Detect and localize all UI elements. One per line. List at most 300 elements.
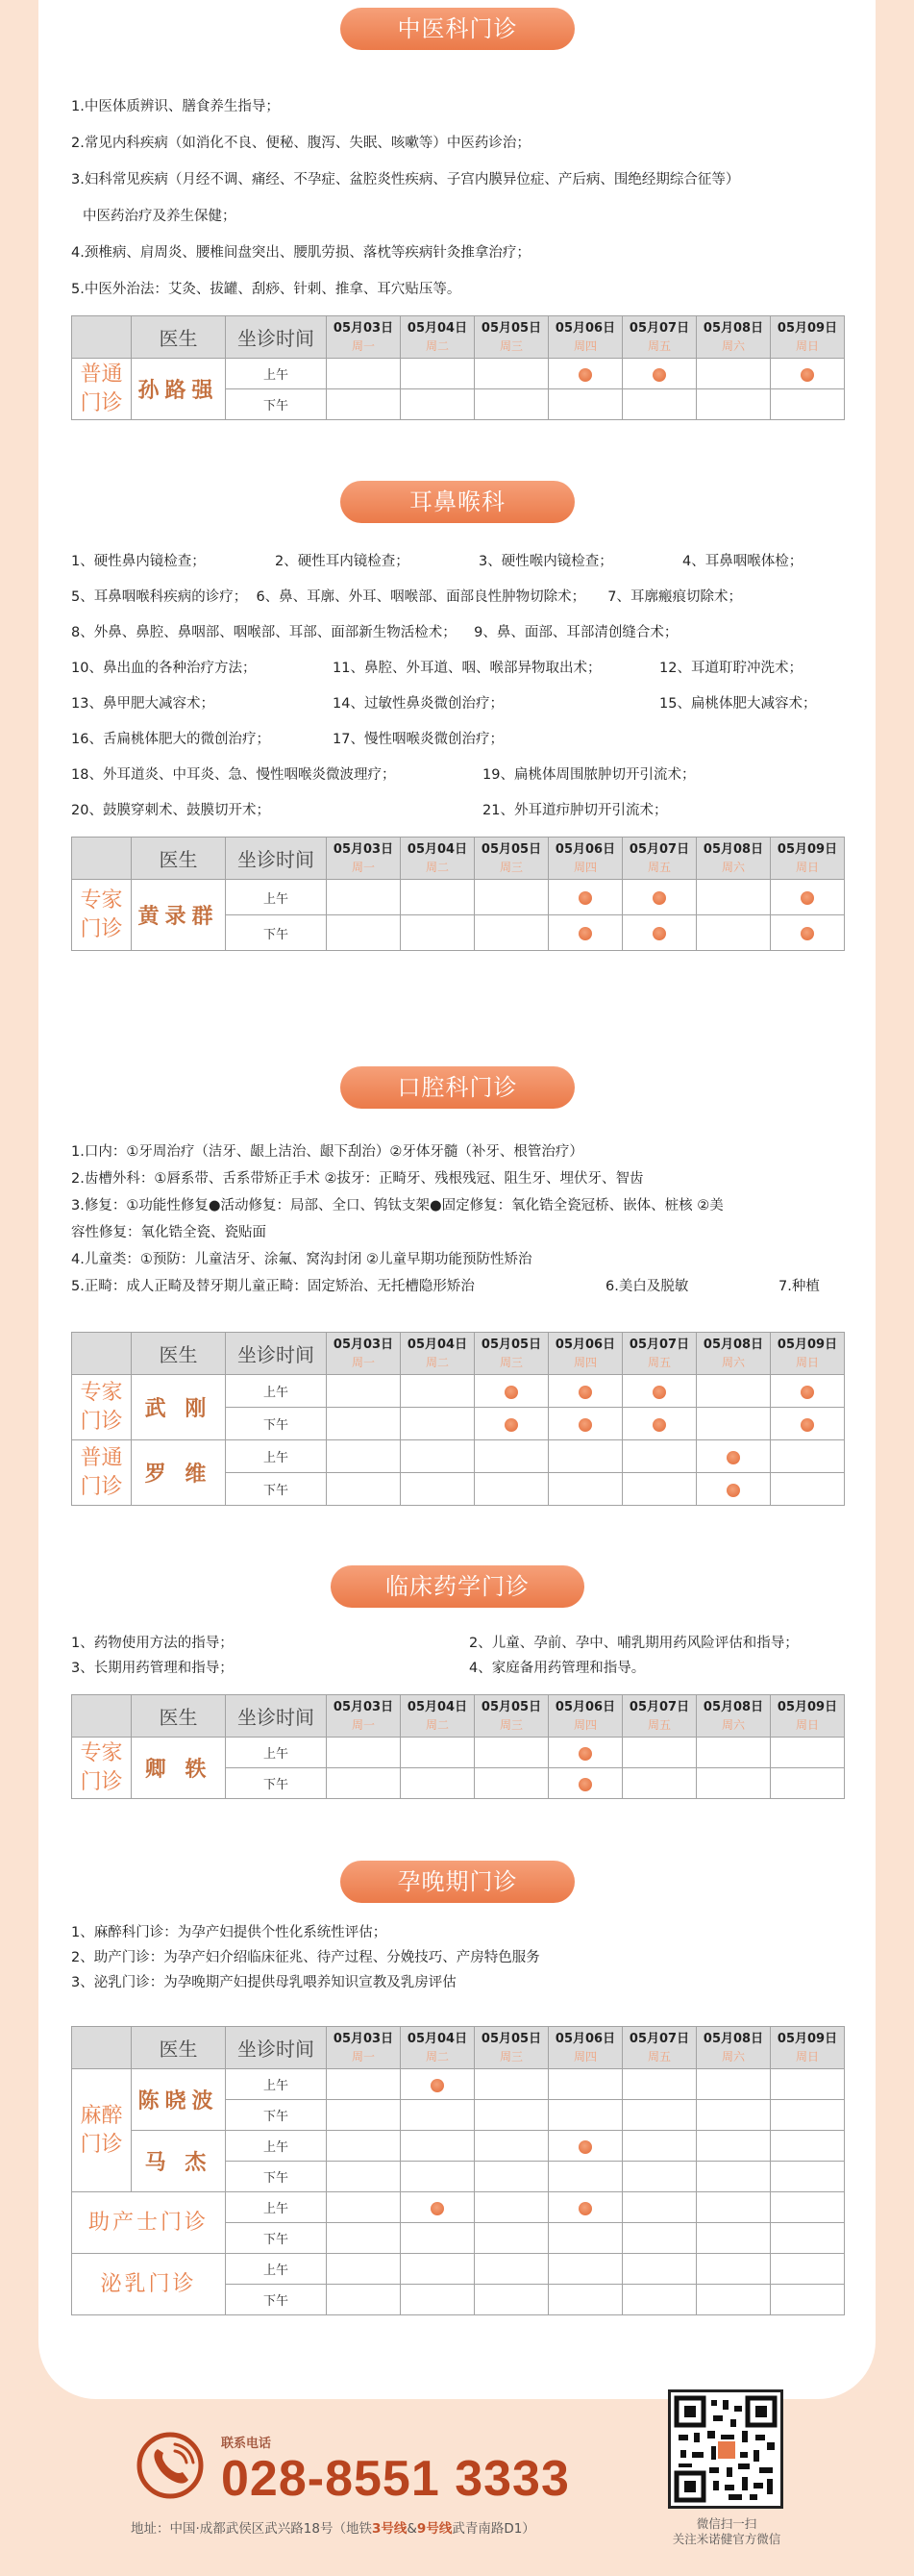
weekday-label: 周四: [573, 860, 597, 874]
list-item: 17、慢性咽喉炎微创治疗；: [333, 732, 504, 747]
date-label: 05月09日: [777, 320, 838, 336]
schedule-cell: [401, 2192, 475, 2223]
schedule-cell: [697, 359, 771, 389]
weekday-label: 周五: [647, 2049, 671, 2063]
schedule-cell: [549, 2162, 623, 2192]
schedule-cell: [401, 1768, 475, 1799]
weekday-label: 周五: [647, 1355, 671, 1369]
date-label: 05月08日: [703, 1337, 764, 1352]
section-title-ent: 耳鼻喉科: [340, 481, 575, 523]
address: [131, 2517, 535, 2537]
schedule-cell: [549, 880, 623, 915]
address-line-9: 9号线: [416, 2521, 453, 2537]
schedule-cell: [623, 2223, 697, 2254]
schedule-cell: [771, 915, 845, 951]
date-label: 05月08日: [703, 841, 764, 857]
list-item: 7、耳廓瘢痕切除术；: [607, 589, 742, 605]
schedule-cell: [549, 1473, 623, 1506]
schedule-cell: [401, 1738, 475, 1768]
qr-caption: [650, 2516, 803, 2547]
date-header: [549, 2027, 623, 2069]
available-dot-icon: [801, 1386, 814, 1399]
category-label: 普通: [80, 362, 123, 387]
schedule-cell: [697, 2192, 771, 2223]
date-header: [623, 1695, 697, 1738]
phone-label: 联系电话: [221, 2437, 272, 2451]
date-header: [771, 1695, 845, 1738]
schedule-cell: [623, 1408, 697, 1440]
service-list-dental: [71, 1138, 859, 1300]
schedule-cell: [697, 2162, 771, 2192]
schedule-cell: [549, 915, 623, 951]
category-label: 助产士门诊: [87, 2210, 209, 2235]
list-item: 2.齿槽外科：①唇系带、舌系带矫正手术 ②拔牙：正畸牙、残根残冠、阻生牙、埋伏牙、智齿: [71, 1171, 644, 1187]
category-label: 门诊: [80, 2132, 123, 2157]
time-slot: 下午: [226, 2223, 327, 2254]
weekday-label: 周二: [425, 1717, 449, 1732]
date-header: [401, 838, 475, 880]
weekday-label: 周一: [351, 338, 375, 353]
weekday-label: 周六: [721, 338, 745, 353]
phone-number[interactable]: 028-8551 3333: [221, 2451, 570, 2507]
list-item: 12、耳道耵聍冲洗术；: [659, 661, 803, 676]
schedule-cell: [697, 880, 771, 915]
schedule-table-ent: [71, 837, 845, 951]
address-line-3: 3号线: [371, 2521, 408, 2537]
schedule-cell: [401, 359, 475, 389]
date-label: 05月07日: [629, 320, 690, 336]
schedule-cell: [549, 1375, 623, 1408]
schedule-cell: [401, 2131, 475, 2162]
weekday-label: 周三: [499, 860, 523, 874]
service-grid-ent-2: [71, 651, 861, 758]
category-cell: [72, 1375, 132, 1440]
address-suffix: 武青南路D1）: [452, 2521, 535, 2537]
time-slot: 上午: [226, 2069, 327, 2100]
weekday-label: 周六: [721, 1717, 745, 1732]
doctor-name: 武 刚: [132, 1375, 226, 1440]
schedule-cell: [697, 2223, 771, 2254]
list-item: 5.正畸：成人正畸及替牙期儿童正畸：固定矫治、无托槽隐形矫治: [71, 1279, 475, 1294]
address-amp: &: [407, 2521, 417, 2537]
schedule-cell: [623, 1440, 697, 1473]
list-row: [71, 615, 859, 651]
schedule-cell: [771, 2192, 845, 2223]
weekday-label: 周一: [351, 1717, 375, 1732]
available-dot-icon: [579, 1418, 592, 1432]
weekday-label: 周四: [573, 1355, 597, 1369]
table-row: [72, 2254, 845, 2285]
available-dot-icon: [653, 927, 666, 940]
available-dot-icon: [579, 2140, 592, 2154]
doctor-name: 黄录群: [132, 880, 226, 951]
category-cell: [72, 359, 132, 420]
schedule-cell: [401, 389, 475, 420]
schedule-cell: [623, 880, 697, 915]
date-label: 05月05日: [481, 1337, 542, 1352]
category-label: 专家: [80, 1740, 123, 1765]
list-item: 2.常见内科疾病（如消化不良、便秘、腹泻、失眠、咳嗽等）中医药诊治；: [71, 136, 531, 151]
weekday-label: 周一: [351, 860, 375, 874]
header-blank: [72, 838, 132, 880]
list-item: 1.口内：①牙周治疗（洁牙、龈上洁治、龈下刮治）②牙体牙髓（补牙、根管治疗）: [71, 1144, 583, 1160]
schedule-cell: [623, 2162, 697, 2192]
list-item: 21、外耳道疖肿切开引流术；: [482, 803, 668, 818]
schedule-cell: [771, 1375, 845, 1408]
service-list-tcm: [71, 88, 859, 308]
time-slot: 上午: [226, 2131, 327, 2162]
schedule-cell: [401, 2285, 475, 2315]
category-cell: [72, 2254, 226, 2315]
schedule-cell: [401, 2069, 475, 2100]
available-dot-icon: [431, 2079, 444, 2092]
schedule-cell: [697, 2131, 771, 2162]
schedule-cell: [771, 1408, 845, 1440]
schedule-cell: [549, 1440, 623, 1473]
time-slot: 上午: [226, 2192, 327, 2223]
available-dot-icon: [653, 891, 666, 905]
schedule-cell: [623, 2254, 697, 2285]
schedule-cell: [771, 2069, 845, 2100]
date-label: 05月06日: [555, 841, 616, 857]
date-label: 05月07日: [629, 841, 690, 857]
list-item: 3.修复：①功能性修复●活动修复：局部、全口、钨钛支架●固定修复：氧化锆全瓷冠桥、嵌体、桩核 ②美: [71, 1198, 724, 1213]
list-item: 1、药物使用方法的指导；: [71, 1636, 234, 1651]
date-label: 05月04日: [407, 1699, 468, 1714]
date-label: 05月05日: [481, 320, 542, 336]
date-header: [475, 2027, 549, 2069]
weekday-label: 周五: [647, 338, 671, 353]
table-row: [72, 1375, 845, 1408]
schedule-cell: [475, 2069, 549, 2100]
category-cell: [72, 2069, 132, 2192]
list-item: 3、泌乳门诊：为孕晚期产妇提供母乳喂养知识宣教及乳房评估: [71, 1975, 457, 1990]
schedule-cell: [401, 1473, 475, 1506]
category-label: 普通: [80, 1445, 123, 1470]
schedule-cell: [623, 2100, 697, 2131]
available-dot-icon: [801, 1418, 814, 1432]
time-slot: 下午: [226, 1408, 327, 1440]
date-header: [549, 1695, 623, 1738]
list-item: 4、家庭备用药管理和指导。: [469, 1661, 646, 1676]
schedule-cell: [771, 2223, 845, 2254]
available-dot-icon: [579, 2202, 592, 2215]
table-row: [72, 2192, 845, 2223]
doctor-header: 医生: [132, 316, 226, 359]
list-item: 10、鼻出血的各种治疗方法；: [71, 661, 257, 676]
weekday-label: 周四: [573, 1717, 597, 1732]
schedule-cell: [327, 1768, 401, 1799]
schedule-cell: [327, 2254, 401, 2285]
schedule-cell: [475, 1408, 549, 1440]
schedule-cell: [327, 1408, 401, 1440]
date-header: [623, 316, 697, 359]
schedule-cell: [475, 1738, 549, 1768]
schedule-cell: [549, 2069, 623, 2100]
time-header: 坐诊时间: [226, 2027, 327, 2069]
schedule-table-pharmacy: [71, 1694, 845, 1799]
list-item: 2、助产门诊：为孕产妇介绍临床征兆、待产过程、分娩技巧、产房特色服务: [71, 1950, 540, 1965]
doctor-name: 罗 维: [132, 1440, 226, 1506]
service-grid-pharmacy: [71, 1631, 863, 1681]
schedule-cell: [475, 359, 549, 389]
list-item: 5、耳鼻咽喉科疾病的诊疗；: [71, 589, 248, 605]
list-item: 2、硬性耳内镜检查；: [275, 554, 409, 569]
table-header-row: [72, 2027, 845, 2069]
schedule-cell: [475, 915, 549, 951]
schedule-cell: [697, 1768, 771, 1799]
schedule-cell: [697, 2069, 771, 2100]
list-item: 1、麻醉科门诊：为孕产妇提供个性化系统性评估；: [71, 1925, 387, 1940]
date-header: [697, 1695, 771, 1738]
schedule-cell: [771, 359, 845, 389]
date-label: 05月07日: [629, 1699, 690, 1714]
list-item: 5.中医外治法：艾灸、拔罐、刮痧、针刺、推拿、耳穴贴压等。: [71, 282, 461, 297]
table-row: [72, 2069, 845, 2100]
doctor-header: 医生: [132, 838, 226, 880]
schedule-cell: [549, 2131, 623, 2162]
date-label: 05月07日: [629, 1337, 690, 1352]
date-label: 05月03日: [333, 841, 394, 857]
list-item: 9、鼻、面部、耳部清创缝合术；: [474, 625, 679, 640]
schedule-cell: [327, 1375, 401, 1408]
list-item: 1、硬性鼻内镜检查；: [71, 554, 206, 569]
schedule-table-dental: [71, 1332, 845, 1506]
time-slot: 上午: [226, 359, 327, 389]
date-label: 05月03日: [333, 320, 394, 336]
header-blank: [72, 1333, 132, 1375]
date-label: 05月08日: [703, 2031, 764, 2046]
schedule-cell: [327, 2285, 401, 2315]
time-slot: 下午: [226, 2100, 327, 2131]
schedule-cell: [623, 1738, 697, 1768]
header-blank: [72, 2027, 132, 2069]
weekday-label: 周日: [795, 2049, 819, 2063]
schedule-cell: [327, 1440, 401, 1473]
weekday-label: 周二: [425, 338, 449, 353]
table-header-row: [72, 1695, 845, 1738]
schedule-cell: [771, 389, 845, 420]
schedule-cell: [475, 2131, 549, 2162]
category-cell: [72, 1738, 132, 1799]
weekday-label: 周三: [499, 1717, 523, 1732]
header-blank: [72, 316, 132, 359]
available-dot-icon: [579, 1747, 592, 1761]
date-header: [401, 1333, 475, 1375]
available-dot-icon: [579, 1778, 592, 1791]
weekday-label: 周六: [721, 2049, 745, 2063]
schedule-cell: [327, 389, 401, 420]
doctor-header: 医生: [132, 1333, 226, 1375]
doctor-name: 马 杰: [132, 2131, 226, 2192]
date-header: [475, 1695, 549, 1738]
schedule-cell: [327, 915, 401, 951]
schedule-cell: [623, 359, 697, 389]
list-item: 4、耳鼻咽喉体检；: [682, 554, 803, 569]
date-header: [327, 1695, 401, 1738]
schedule-cell: [327, 2162, 401, 2192]
service-grid-ent: [71, 544, 855, 580]
available-dot-icon: [653, 1418, 666, 1432]
date-label: 05月05日: [481, 1699, 542, 1714]
schedule-cell: [771, 2100, 845, 2131]
available-dot-icon: [579, 1386, 592, 1399]
section-title-pharmacy: 临床药学门诊: [331, 1565, 584, 1608]
list-item: 中医药治疗及养生保健；: [83, 209, 236, 224]
time-header: 坐诊时间: [226, 1695, 327, 1738]
available-dot-icon: [579, 927, 592, 940]
date-header: [475, 1333, 549, 1375]
category-cell: [72, 1440, 132, 1506]
time-slot: 下午: [226, 915, 327, 951]
table-header-row: [72, 1333, 845, 1375]
table-row: [72, 359, 845, 389]
schedule-cell: [623, 2069, 697, 2100]
date-header: [549, 838, 623, 880]
section-title-dental: 口腔科门诊: [340, 1066, 575, 1109]
time-slot: 下午: [226, 1473, 327, 1506]
list-item: 3、长期用药管理和指导；: [71, 1661, 234, 1676]
list-item: 18、外耳道炎、中耳炎、急、慢性咽喉炎微波理疗；: [71, 767, 396, 783]
list-item: 4.颈椎病、肩周炎、腰椎间盘突出、腰肌劳损、落枕等疾病针灸推拿治疗；: [71, 245, 531, 261]
time-slot: 上午: [226, 2254, 327, 2285]
date-label: 05月03日: [333, 1337, 394, 1352]
category-label: 门诊: [80, 390, 123, 415]
schedule-cell: [771, 1768, 845, 1799]
schedule-cell: [697, 1473, 771, 1506]
schedule-cell: [623, 1473, 697, 1506]
schedule-cell: [771, 2254, 845, 2285]
schedule-cell: [475, 389, 549, 420]
header-blank: [72, 1695, 132, 1738]
available-dot-icon: [431, 2202, 444, 2215]
category-label: 专家: [80, 888, 123, 913]
date-label: 05月05日: [481, 2031, 542, 2046]
date-header: [623, 2027, 697, 2069]
weekday-label: 周五: [647, 860, 671, 874]
schedule-cell: [697, 1738, 771, 1768]
schedule-cell: [327, 2069, 401, 2100]
weekday-label: 周六: [721, 860, 745, 874]
schedule-cell: [327, 2192, 401, 2223]
schedule-cell: [549, 359, 623, 389]
schedule-cell: [623, 2192, 697, 2223]
schedule-cell: [549, 389, 623, 420]
weekday-label: 周三: [499, 338, 523, 353]
available-dot-icon: [653, 1386, 666, 1399]
table-header-row: [72, 838, 845, 880]
time-header: 坐诊时间: [226, 1333, 327, 1375]
schedule-cell: [327, 880, 401, 915]
weekday-label: 周三: [499, 2049, 523, 2063]
date-header: [771, 316, 845, 359]
table-row: [72, 1738, 845, 1768]
list-item: 19、扁桃体周围脓肿切开引流术；: [482, 767, 696, 783]
time-header: 坐诊时间: [226, 838, 327, 880]
schedule-cell: [475, 1440, 549, 1473]
time-header: 坐诊时间: [226, 316, 327, 359]
date-header: [475, 838, 549, 880]
qr-code-icon[interactable]: [668, 2389, 783, 2509]
date-label: 05月06日: [555, 1699, 616, 1714]
schedule-cell: [771, 1440, 845, 1473]
available-dot-icon: [801, 927, 814, 940]
time-slot: 下午: [226, 2285, 327, 2315]
weekday-label: 周日: [795, 1717, 819, 1732]
date-label: 05月03日: [333, 1699, 394, 1714]
list-row: [71, 1273, 859, 1300]
weekday-label: 周一: [351, 2049, 375, 2063]
table-row: [72, 1440, 845, 1473]
time-slot: 下午: [226, 1768, 327, 1799]
date-header: [697, 1333, 771, 1375]
weekday-label: 周一: [351, 1355, 375, 1369]
schedule-cell: [549, 2254, 623, 2285]
date-label: 05月06日: [555, 320, 616, 336]
doctor-name: 陈晓波: [132, 2069, 226, 2131]
available-dot-icon: [801, 891, 814, 905]
schedule-cell: [475, 2285, 549, 2315]
weekday-label: 周日: [795, 1355, 819, 1369]
schedule-cell: [401, 1408, 475, 1440]
list-item: 7.种植: [778, 1279, 820, 1294]
list-item: 4.儿童类：①预防：儿童洁牙、涂氟、窝沟封闭 ②儿童早期功能预防性矫治: [71, 1252, 532, 1267]
schedule-cell: [697, 915, 771, 951]
schedule-cell: [771, 2162, 845, 2192]
time-slot: 上午: [226, 880, 327, 915]
qr-caption-line-2: 关注米诺健官方微信: [672, 2532, 781, 2546]
schedule-cell: [327, 1738, 401, 1768]
date-label: 05月04日: [407, 320, 468, 336]
date-header: [327, 2027, 401, 2069]
weekday-label: 周二: [425, 2049, 449, 2063]
schedule-cell: [771, 2131, 845, 2162]
date-header: [623, 1333, 697, 1375]
schedule-cell: [771, 1738, 845, 1768]
date-label: 05月04日: [407, 2031, 468, 2046]
time-slot: 上午: [226, 1738, 327, 1768]
schedule-cell: [549, 2285, 623, 2315]
schedule-cell: [327, 2223, 401, 2254]
date-label: 05月09日: [777, 1699, 838, 1714]
schedule-cell: [401, 880, 475, 915]
date-header: [697, 2027, 771, 2069]
schedule-cell: [327, 2100, 401, 2131]
schedule-cell: [401, 2162, 475, 2192]
schedule-cell: [475, 2162, 549, 2192]
address-prefix: 地址：中国·成都武侯区武兴路18号（地铁: [131, 2521, 372, 2537]
doctor-header: 医生: [132, 1695, 226, 1738]
list-item: 容性修复：氧化锆全瓷、瓷贴面: [71, 1225, 266, 1240]
category-label: 门诊: [80, 1474, 123, 1499]
time-slot: 上午: [226, 1375, 327, 1408]
schedule-cell: [475, 1375, 549, 1408]
schedule-cell: [475, 1473, 549, 1506]
available-dot-icon: [579, 891, 592, 905]
schedule-cell: [401, 915, 475, 951]
date-label: 05月09日: [777, 1337, 838, 1352]
list-item: 1.中医体质辨识、膳食养生指导；: [71, 99, 280, 114]
schedule-cell: [327, 359, 401, 389]
schedule-cell: [771, 2285, 845, 2315]
schedule-cell: [697, 389, 771, 420]
schedule-table-late-pregnancy: [71, 2026, 845, 2315]
date-label: 05月08日: [703, 320, 764, 336]
date-label: 05月03日: [333, 2031, 394, 2046]
date-header: [623, 838, 697, 880]
date-label: 05月09日: [777, 2031, 838, 2046]
available-dot-icon: [653, 368, 666, 382]
